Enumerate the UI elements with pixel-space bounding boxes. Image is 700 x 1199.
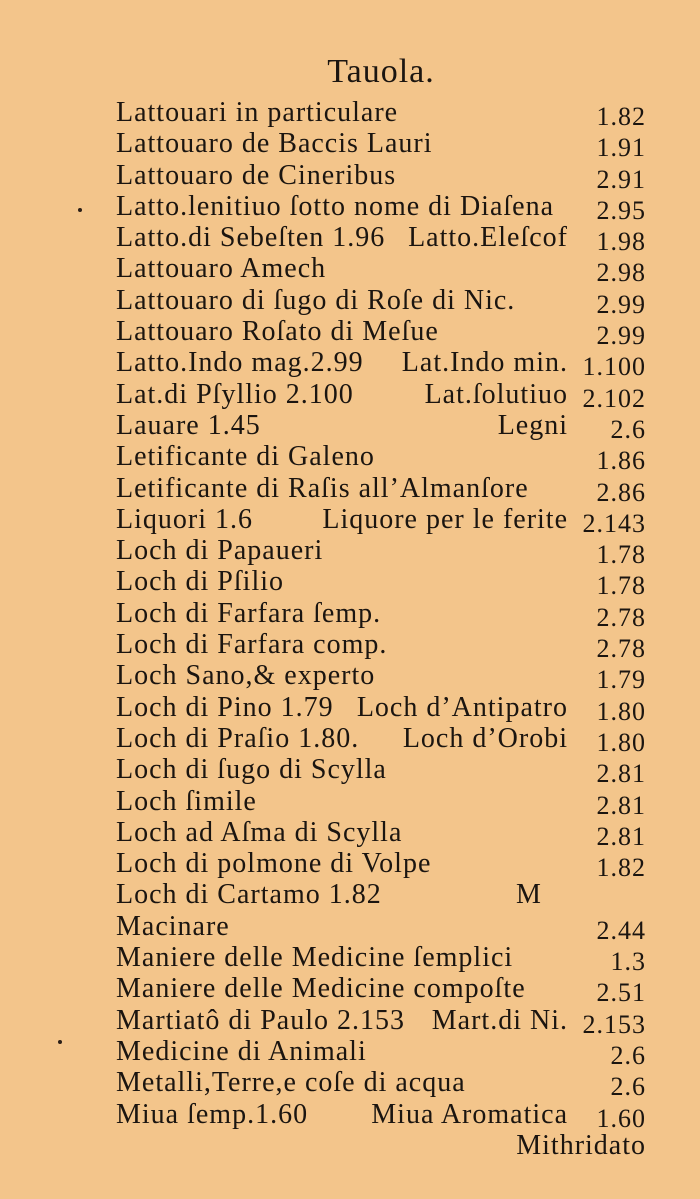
page-reference: 1.82 <box>596 853 646 883</box>
page-reference: 1.100 <box>582 352 646 382</box>
page-reference: 1.78 <box>596 571 646 601</box>
index-entry <box>116 190 646 225</box>
page-reference: 2.99 <box>596 289 646 319</box>
page-reference: 1.3 <box>610 947 646 977</box>
index-entry <box>116 629 646 664</box>
entry-term: Loch di Pino 1.79 <box>116 691 334 723</box>
page-reference: 2.153 <box>582 1009 646 1039</box>
page-reference: 1.79 <box>596 665 646 695</box>
page-reference: 2.102 <box>582 383 646 413</box>
index-entry <box>116 910 646 945</box>
ink-speck <box>78 208 82 212</box>
page-reference: 2.86 <box>596 477 646 507</box>
index-entry <box>116 441 646 476</box>
index-entry <box>116 316 646 351</box>
catchword: Mithridato <box>516 1130 646 1161</box>
page-reference: 2.6 <box>610 1040 646 1070</box>
index-entry <box>116 503 646 538</box>
page-reference: 2.81 <box>596 759 646 789</box>
entry-term: Letificante di Raſis all’Almanſore <box>116 472 529 504</box>
index-entry <box>116 816 646 851</box>
entry-term: Lattouaro di ſugo di Roſe di Nic. <box>116 284 516 316</box>
entry-second-term: Lat.Indo min. <box>401 347 568 379</box>
page-reference: 2.95 <box>596 195 646 225</box>
entry-second-term: Liquore per le ferite <box>322 503 568 535</box>
index-entry <box>116 253 646 288</box>
entry-term: Lattouaro de Cineribus <box>116 159 397 191</box>
entry-second-term: Legni <box>497 409 568 441</box>
entry-term: Liquori 1.6 <box>116 503 253 535</box>
entry-term: Loch di Pſilio <box>116 566 284 598</box>
entry-second-term: Latto.Eleſcof <box>408 222 568 254</box>
entry-term: Loch Sano,& experto <box>116 660 376 692</box>
index-entry <box>116 472 646 507</box>
page-reference: 1.60 <box>596 1103 646 1133</box>
index-entry <box>116 597 646 632</box>
page-reference: 2.81 <box>596 821 646 851</box>
entry-term: Lattouari in particulare <box>116 97 399 128</box>
page-reference: 2.44 <box>596 915 646 945</box>
index-entry <box>116 660 646 695</box>
entry-term: Latto.lenitiuo ſotto nome di Diaſena <box>116 190 555 222</box>
entry-term: Metalli,Terre,e coſe di acqua <box>116 1067 466 1099</box>
entry-term: Lat.di Pſyllio 2.100 <box>116 378 354 410</box>
entry-term: Loch di ſugo di Scylla <box>116 754 387 786</box>
index-entry <box>116 785 646 820</box>
page-reference: 1.80 <box>596 696 646 726</box>
page-reference: 2.51 <box>596 978 646 1008</box>
entry-term: Lattouaro Roſato di Meſue <box>116 316 439 348</box>
page-reference: 1.82 <box>596 102 646 131</box>
page-reference: 2.78 <box>596 634 646 664</box>
entry-term: Loch di Farfara comp. <box>116 629 388 661</box>
entry-term: Lattouaro Amech <box>116 253 327 285</box>
page-reference: 1.78 <box>596 540 646 570</box>
index-entry <box>116 1098 646 1133</box>
page-reference: 1.80 <box>596 727 646 757</box>
entry-term: Loch di Praſio 1.80. <box>116 722 360 754</box>
entry-term: Maniere delle Medicine compoſte <box>116 973 526 1005</box>
index-entry <box>116 535 646 570</box>
page-reference: 1.91 <box>596 133 646 163</box>
index-entry <box>116 566 646 601</box>
index-entry <box>116 879 646 910</box>
section-letter: M <box>516 879 542 911</box>
index-entry <box>116 222 646 257</box>
page-reference: 2.99 <box>596 321 646 351</box>
page-reference: 2.98 <box>596 258 646 288</box>
entry-term: Loch ad Aſma di Scylla <box>116 816 403 848</box>
page-reference: 2.6 <box>610 414 646 444</box>
page-reference: 2.143 <box>582 508 646 538</box>
page-reference: 1.86 <box>596 446 646 476</box>
entry-term: Loch di Papaueri <box>116 535 324 567</box>
entry-second-term: Loch d’Orobi <box>402 722 568 754</box>
index-entry <box>116 159 646 194</box>
index-entry <box>116 409 646 444</box>
entry-term: Martiatô di Paulo 2.153 <box>116 1004 405 1036</box>
entry-term: Lauare 1.45 <box>116 409 261 441</box>
index-entry <box>116 1067 646 1102</box>
index-entry <box>116 378 646 413</box>
entry-term: Latto.di Sebeſten 1.96 <box>116 222 386 254</box>
entry-term: Loch di Cartamo 1.82 <box>116 879 382 911</box>
entry-term: Maniere delle Medicine ſemplici <box>116 942 514 974</box>
entry-second-term: Mart.di Ni. <box>431 1004 568 1036</box>
entry-second-term: Loch d’Antipatro <box>356 691 568 723</box>
index-entry <box>116 848 646 883</box>
index-entry <box>116 691 646 726</box>
index-entry <box>116 128 646 163</box>
entry-term: Macinare <box>116 910 230 942</box>
entry-term: Lattouaro de Baccis Lauri <box>116 128 433 160</box>
entry-term: Medicine di Animali <box>116 1035 367 1067</box>
index-entry <box>116 97 646 131</box>
entry-term: Loch di polmone di Volpe <box>116 848 432 880</box>
index-entry <box>116 722 646 757</box>
entry-term: Letificante di Galeno <box>116 441 375 473</box>
index-entry <box>116 1035 646 1070</box>
entry-second-term: Miua Aromatica <box>371 1098 568 1130</box>
page-reference: 2.6 <box>610 1072 646 1102</box>
page-reference: 2.78 <box>596 602 646 632</box>
entry-term: Latto.Indo mag.2.99 <box>116 347 364 379</box>
index-entry <box>116 347 646 382</box>
entry-second-term: Lat.ſolutiuo <box>424 378 568 410</box>
index-list <box>116 97 646 1133</box>
page-reference: 1.98 <box>596 227 646 257</box>
index-entry <box>116 973 646 1008</box>
entry-term: Loch di Farfara ſemp. <box>116 597 382 629</box>
entry-term: Miua ſemp.1.60 <box>116 1098 309 1130</box>
ink-speck <box>58 1040 62 1044</box>
index-entry <box>116 1004 646 1039</box>
index-entry <box>116 942 646 977</box>
page-title: Tauola. <box>327 53 435 90</box>
index-entry <box>116 284 646 319</box>
page-reference: 2.91 <box>596 164 646 194</box>
entry-term: Loch ſimile <box>116 785 257 817</box>
index-entry <box>116 754 646 789</box>
page-reference: 2.81 <box>596 790 646 820</box>
